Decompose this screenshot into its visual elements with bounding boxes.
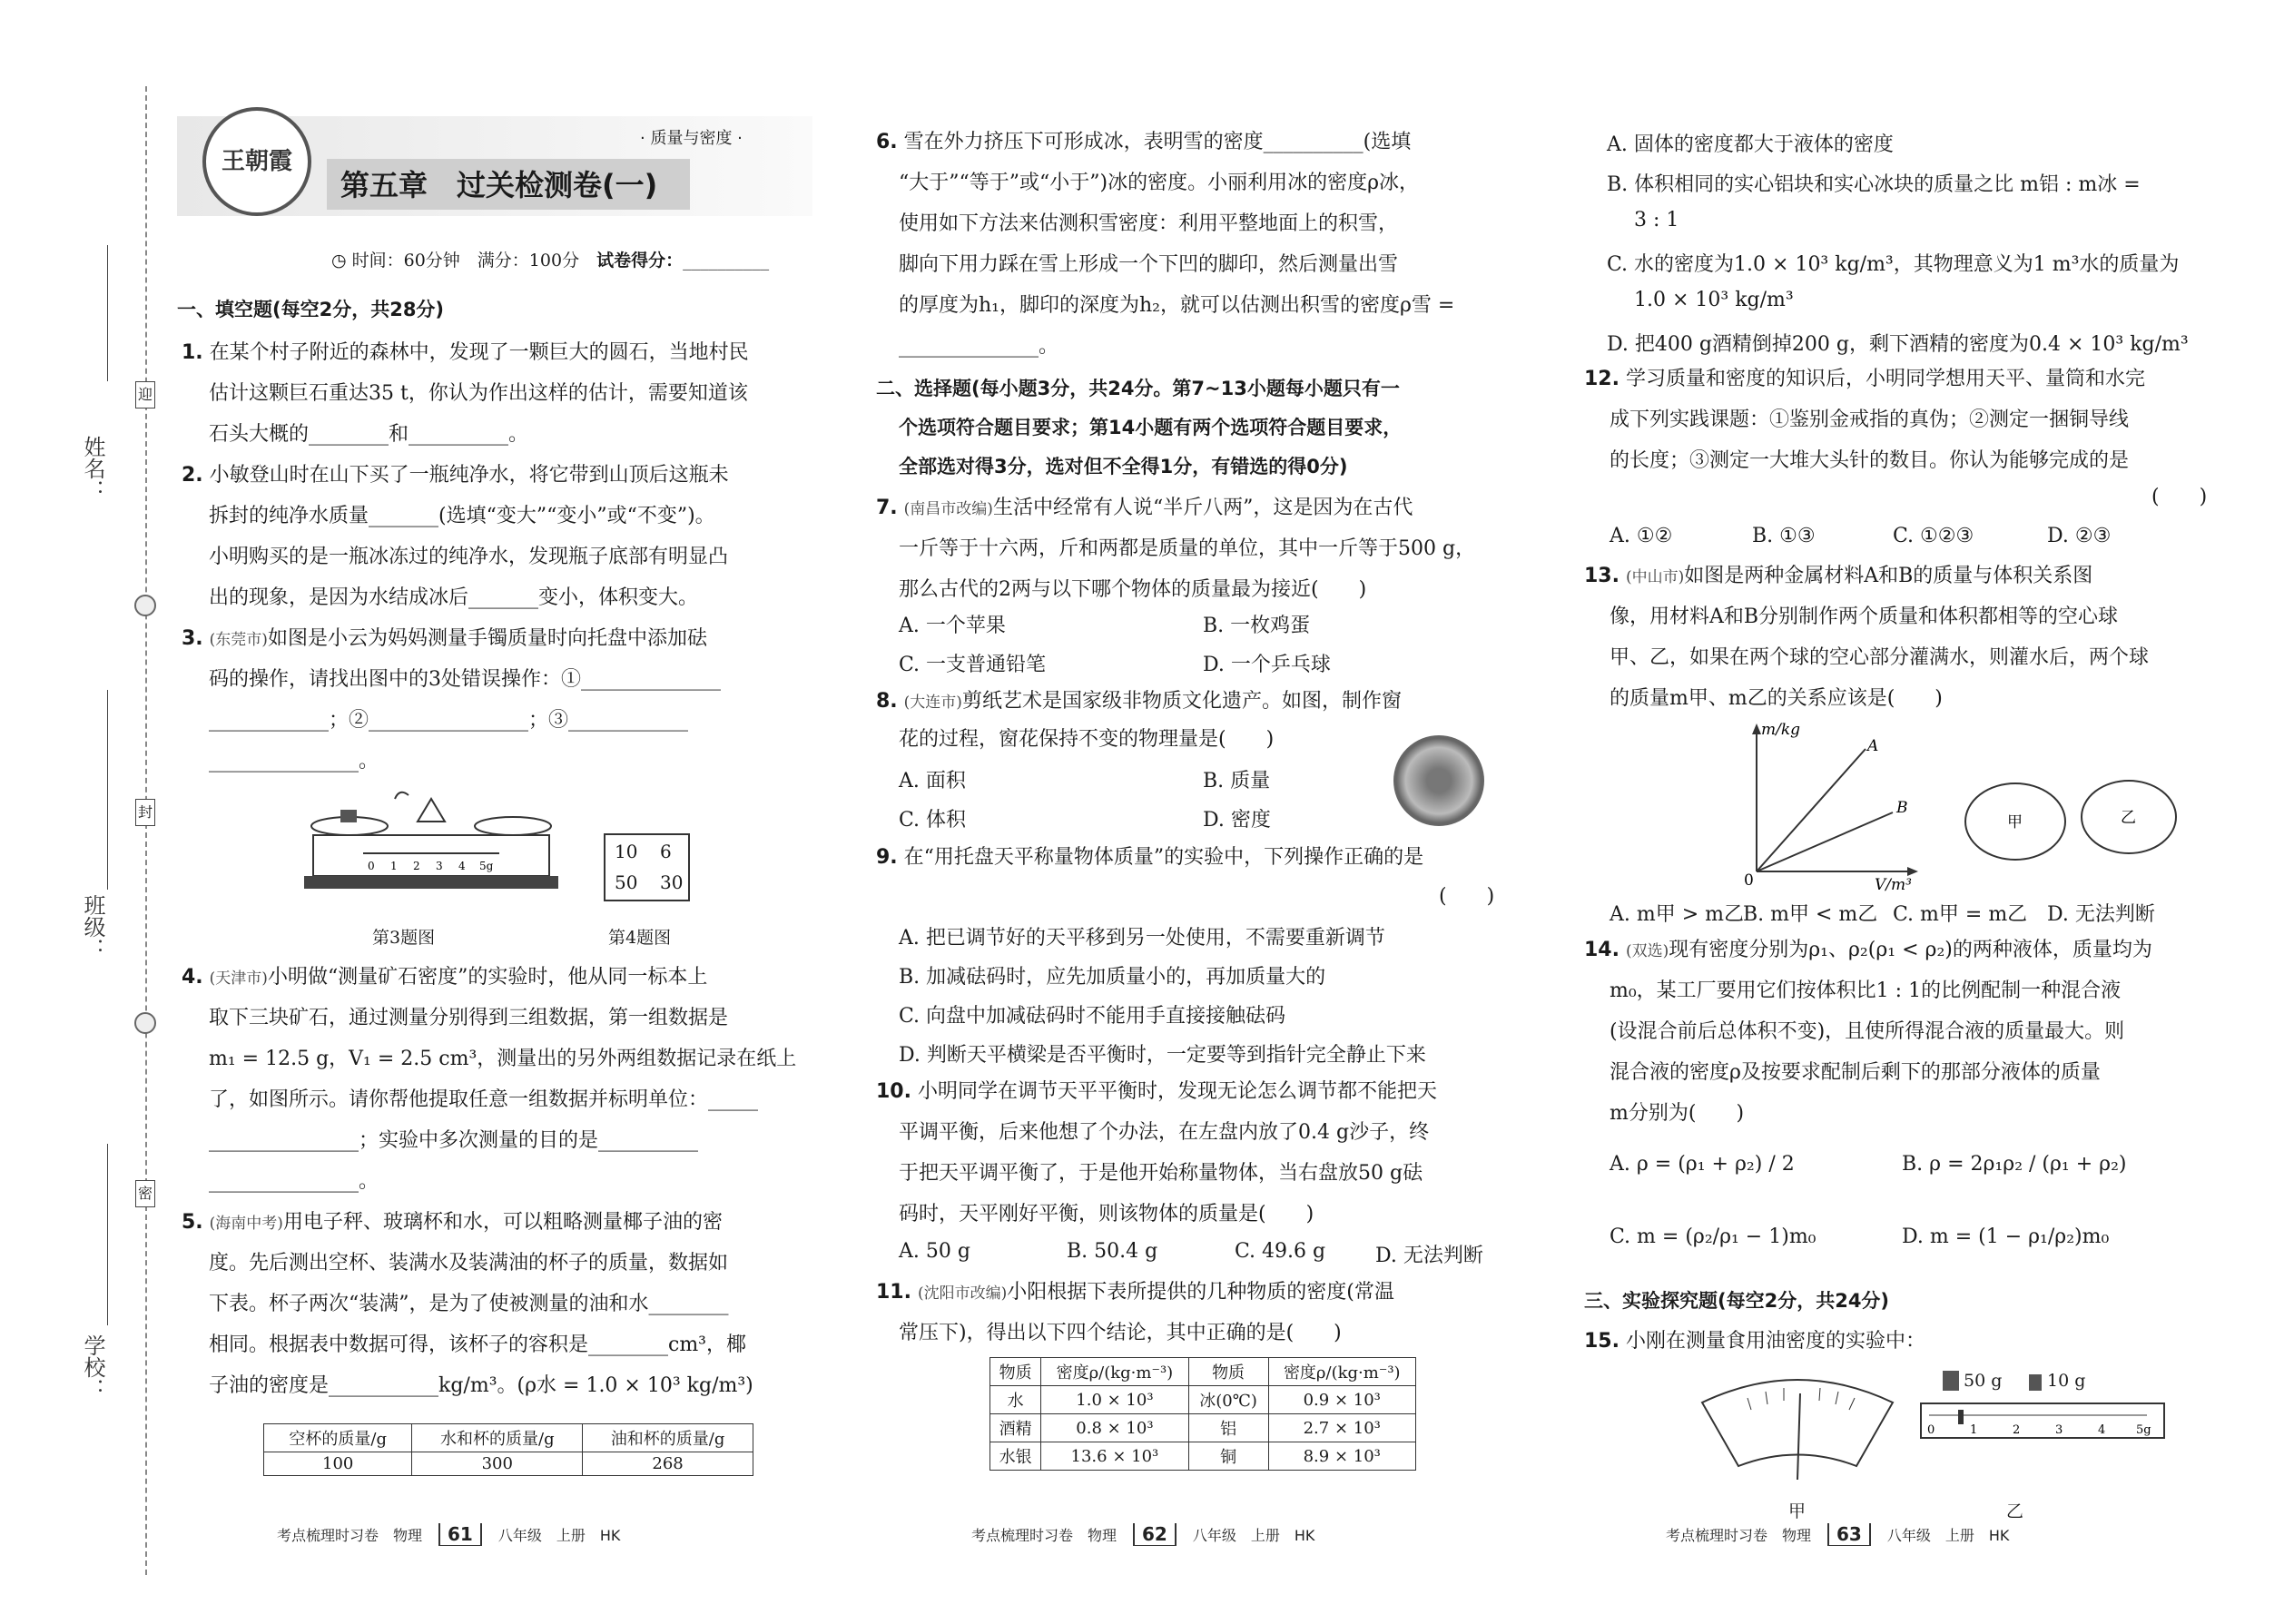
- section-2-heading-2: 个选项符合题目要求；第14小题有两个选项符合题目要求，: [899, 417, 1403, 438]
- balance-foot: [304, 876, 558, 889]
- q3-line2: 码的操作，请找出图中的3处错误操作：①______________: [209, 668, 721, 691]
- q14-option-d[interactable]: D. m = (1 − ρ₁/ρ₂)m₀: [1902, 1225, 2110, 1248]
- q4-line3: m₁ = 12.5 g，V₁ = 2.5 cm³，测量出的另外两组数据记录在纸上: [209, 1048, 797, 1070]
- ball-jia-label: 甲: [2007, 813, 2023, 832]
- fig4-caption: 第4题图: [608, 928, 672, 948]
- x-axis-arrow: [1907, 867, 1918, 876]
- q13-option-b[interactable]: B. m甲 < m乙: [1743, 903, 1878, 926]
- logo: [202, 107, 311, 216]
- q11-number: 11.: [876, 1281, 911, 1304]
- footer-book: 考点梳理时习卷 物理: [277, 1527, 423, 1544]
- binding-hole: [134, 1012, 156, 1034]
- pointer-needle: [1797, 1393, 1800, 1480]
- footer-grade: 八年级 上册 HK: [1886, 1527, 2010, 1544]
- class-label: 班级：: [80, 894, 105, 960]
- table-cell: 0.8 × 10³: [1041, 1414, 1188, 1442]
- q5-line1: [182, 1209, 723, 1237]
- q3-text: 如图是小云为妈妈测量手镯质量时向托盘中添加砝: [267, 627, 707, 650]
- q7-source: (南昌市改编): [903, 500, 993, 518]
- q14-option-a[interactable]: A. ρ = (ρ₁ + ρ₂) / 2: [1610, 1153, 1795, 1176]
- q11-density-table: [989, 1357, 1416, 1471]
- q14-line3: (设混合前后总体积不变)，且使所得混合液的质量最大。则: [1610, 1020, 2125, 1043]
- table-cell: 100: [264, 1452, 412, 1476]
- q14-option-c[interactable]: C. m = (ρ₂/ρ₁ − 1)m₀: [1610, 1225, 1816, 1248]
- origin-label: 0: [1744, 871, 1754, 890]
- y-axis-arrow: [1752, 723, 1761, 734]
- exam-meta: ◷ 时间：60分钟 满分：100分 试卷得分：__________: [331, 251, 770, 271]
- footer-book: 考点梳理时习卷 物理: [1666, 1527, 1812, 1544]
- q13-line2: 像，用材料A和B分别制作两个质量和体积都相等的空心球: [1610, 605, 2119, 628]
- q4-line4: 了，如图所示。请你帮他提取任意一组数据并标明单位：_____: [209, 1088, 759, 1111]
- q8-line1: [876, 688, 1402, 716]
- q14-line1: [1584, 937, 2152, 965]
- q10-line1: [876, 1078, 1437, 1106]
- q12-option-a[interactable]: A. ①②: [1610, 525, 1673, 547]
- pointer-scale-figure: [1693, 1366, 1902, 1493]
- section-2-heading-3: 全部选对得3分，选对但不全得1分，有错选的得0分): [899, 456, 1348, 477]
- scale-label: 2: [413, 860, 420, 872]
- fig4-note: [604, 833, 690, 901]
- q9-text: 在“用托盘天平称量物体质量”的实验中，下列操作正确的是: [903, 846, 1424, 869]
- q14-text: 现有密度分别为ρ₁、ρ₂(ρ₁ < ρ₂)的两种液体，质量均为: [1669, 939, 2152, 961]
- q1-number: 1.: [182, 341, 203, 364]
- q10-option-b[interactable]: B. 50.4 g: [1067, 1240, 1158, 1263]
- q15-line1: [1584, 1328, 1925, 1355]
- right-pan: [475, 817, 551, 835]
- q1-line3: 石头大概的________和__________。: [209, 423, 529, 446]
- table-header: 密度ρ/(kg·m⁻³): [1041, 1358, 1188, 1386]
- q5-number: 5.: [182, 1211, 203, 1234]
- table-row: [990, 1414, 1416, 1442]
- q1-line1: [182, 340, 749, 367]
- q11-line1: [876, 1279, 1394, 1307]
- q6-line5: 的厚度为h₁，脚印的深度为h₂，就可以估测出积雪的密度ρ雪 =: [899, 294, 1455, 317]
- fig4-value: 10: [615, 841, 638, 862]
- fig4-value: 50: [615, 871, 638, 893]
- q10-line4: 码时，天平刚好平衡，则该物体的质量是( ): [899, 1203, 1314, 1225]
- q3-line3: ____________；②________________；③____________: [209, 709, 689, 732]
- q14-line2: m₀，某工厂要用它们按体积比1 : 1的比例配制一种混合液: [1610, 979, 2122, 1002]
- q12-answer-bracket: ( ): [2151, 486, 2208, 508]
- table-cell: 酒精: [990, 1414, 1041, 1442]
- name-label: 姓名：: [80, 436, 105, 501]
- q9-option-c[interactable]: C. 向盘中加减砝码时不能用手直接接触砝码: [899, 1005, 1286, 1028]
- q4-line5: _______________；实验中多次测量的目的是__________: [209, 1129, 699, 1152]
- q8-option-a[interactable]: A. 面积: [899, 770, 966, 792]
- q14-number: 14.: [1584, 939, 1620, 961]
- q12-option-b[interactable]: B. ①③: [1752, 525, 1816, 547]
- q14-source: (双选): [1625, 942, 1669, 960]
- tick: [1849, 1398, 1855, 1410]
- ruler-label: 2: [2013, 1423, 2021, 1437]
- exam-meta-text: 时间：60分钟 满分：100分: [351, 251, 580, 271]
- q5-line4: 相同。根据表中数据可得，该杯子的容积是________cm³，椰: [209, 1334, 747, 1356]
- q3-line1: [182, 625, 707, 654]
- q15-number: 15.: [1584, 1330, 1620, 1353]
- q4-text: 小明做“测量矿石密度”的实验时，他从同一标本上: [267, 966, 708, 989]
- q11-option-b[interactable]: B. 体积相同的实心铝块和实心冰块的质量之比 m铝 : m冰 =: [1607, 173, 2141, 196]
- section-2-heading-1: 二、选择题(每小题3分，共24分。第7~13小题每小题只有一: [876, 378, 1400, 399]
- hand-icon: [395, 792, 409, 799]
- school-label: 学校：: [80, 1334, 105, 1400]
- q14-line4: 混合液的密度ρ及按要求配制后剩下的那部分液体的质量: [1610, 1061, 2101, 1084]
- q2-text: 小敏登山时在山下买了一瓶纯净水，将它带到山顶后这瓶未: [209, 464, 729, 487]
- q13-line3: 甲、乙，如果在两个球的空心部分灌满水，则灌水后，两个球: [1610, 646, 2150, 669]
- q15-text: 小刚在测量食用油密度的实验中：: [1625, 1330, 1925, 1353]
- weight-50g-icon: [1943, 1371, 1959, 1391]
- fig-yi-caption: 乙: [2006, 1501, 2024, 1521]
- footer-grade: 八年级 上册 HK: [497, 1527, 621, 1544]
- weight-10g-label: 10 g: [2047, 1371, 2086, 1391]
- scale-label: 3: [436, 860, 443, 872]
- ruler-label: 4: [2098, 1423, 2106, 1437]
- table-cell: 13.6 × 10³: [1041, 1442, 1188, 1471]
- line-a-label: A: [1867, 737, 1879, 755]
- q11-line2: 常压下)，得出以下四个结论，其中正确的是( ): [899, 1322, 1342, 1344]
- q9-answer-bracket: ( ): [1439, 885, 1495, 908]
- balance-base: [313, 835, 549, 876]
- page-63: [1584, 0, 2256, 1624]
- q14-line5: m分别为( ): [1610, 1102, 1745, 1125]
- q1-text: 在某个村子附近的森林中，发现了一颗巨大的圆石，当地村民: [209, 341, 749, 364]
- q7-line3: 那么古代的2两与以下哪个物体的质量最为接近( ): [899, 578, 1367, 601]
- page-62: [876, 0, 1516, 1624]
- q12-line1: [1584, 366, 2145, 393]
- q10-number: 10.: [876, 1080, 911, 1103]
- q12-option-d[interactable]: D. ②③: [2047, 525, 2112, 547]
- beam-ruler-figure: [1920, 1403, 2165, 1441]
- q10-option-d[interactable]: D. 无法判断: [1375, 1245, 1483, 1267]
- q8-option-d[interactable]: D. 密度: [1203, 809, 1271, 832]
- ruler-label: 1: [1970, 1423, 1978, 1437]
- ruler-label: 0: [1927, 1423, 1935, 1437]
- q4-number: 4.: [182, 966, 203, 989]
- q14-option-b[interactable]: B. ρ = 2ρ₁ρ₂ / (ρ₁ + ρ₂): [1902, 1153, 2127, 1176]
- q8-line2: 花的过程，窗花保持不变的物理量是( ): [899, 728, 1275, 751]
- q8-text: 剪纸艺术是国家级非物质文化遗产。如图，制作窗: [961, 690, 1402, 713]
- table-row: [990, 1358, 1416, 1386]
- q11-text: 小阳根据下表所提供的几种物质的密度(常温: [1007, 1281, 1394, 1304]
- seal-char: 封: [135, 799, 155, 826]
- q7-text: 生活中经常有人说“半斤八两”，这是因为在古代: [992, 497, 1413, 519]
- q10-line2: 平调平衡，后来他想了个办法，在左盘内放了0.4 g沙子，终: [899, 1121, 1430, 1144]
- q8-number: 8.: [876, 690, 898, 713]
- table-row: [264, 1424, 753, 1452]
- q7-option-d[interactable]: D. 一个乒乓球: [1203, 654, 1331, 676]
- q9-option-d[interactable]: D. 判断天平横梁是否平衡时，一定要等到指针完全静止下来: [899, 1044, 1426, 1067]
- table-cell: 268: [583, 1452, 753, 1476]
- q6-number: 6.: [876, 131, 898, 153]
- q2-line1: [182, 462, 729, 489]
- x-axis-label: V/m³: [1875, 876, 1912, 894]
- table-cell: 铝: [1188, 1414, 1268, 1442]
- fig3-caption: 第3题图: [372, 928, 436, 948]
- q2-line4: 出的现象，是因为水结成冰后_______变小，体积变大。: [209, 586, 699, 609]
- table-cell: 铜: [1188, 1442, 1268, 1471]
- q6-line2: “大于”“等于”或“小于”)冰的密度。小丽利用冰的密度ρ冰，: [899, 172, 1420, 194]
- table-header: 油和杯的质量/g: [583, 1424, 753, 1452]
- q4-line2: 取下三块矿石，通过测量分别得到三组数据，第一组数据是: [209, 1007, 729, 1029]
- table-cell: 水银: [990, 1442, 1041, 1471]
- q6-line6: ______________。: [899, 335, 1059, 358]
- q9-line1: [876, 844, 1423, 871]
- q13-line1: [1584, 563, 2092, 591]
- page-61: [177, 0, 817, 1624]
- q3-line4: _______________。: [209, 750, 379, 773]
- q10-option-c[interactable]: C. 49.6 g: [1235, 1240, 1326, 1263]
- table-header: 密度ρ/(kg·m⁻³): [1268, 1358, 1415, 1386]
- pointer-dial: [418, 799, 445, 822]
- balance-figure: [295, 790, 567, 912]
- q6-line4: 脚向下用力踩在雪上形成一个下凹的脚印，然后测量出雪: [899, 253, 1399, 276]
- footer-grade: 八年级 上册 HK: [1192, 1527, 1315, 1544]
- q12-text: 学习质量和密度的知识后，小明同学想用天平、量筒和水完: [1625, 368, 2145, 390]
- q11-option-b-cont: 3 : 1: [1634, 209, 1679, 231]
- footer: [971, 1523, 1314, 1546]
- q11-option-c[interactable]: C. 水的密度为1.0 × 10³ kg/m³，其物理意义为1 m³水的质量为: [1607, 253, 2180, 276]
- paper-cut-window-image: [1393, 735, 1484, 826]
- q13-source: (中山市): [1625, 568, 1685, 586]
- table-row: [990, 1442, 1416, 1471]
- table-header: 水和杯的质量/g: [412, 1424, 583, 1452]
- fig-jia-caption: 甲: [1788, 1501, 1807, 1521]
- cut-line: [145, 86, 147, 1575]
- class-underline: [107, 690, 108, 890]
- table-header: 物质: [1188, 1358, 1268, 1386]
- q4-line1: [182, 964, 707, 992]
- q3-number: 3.: [182, 627, 203, 650]
- scale-label: 0: [368, 860, 375, 872]
- seal-char: 密: [135, 1180, 155, 1207]
- object-on-pan: [340, 810, 357, 822]
- scale-label: 5g: [479, 860, 494, 872]
- table-row: [264, 1452, 753, 1476]
- footer: [277, 1523, 620, 1546]
- q5-source: (海南中考): [209, 1215, 283, 1233]
- score-label: 试卷得分：: [596, 251, 684, 271]
- line-b: [1757, 812, 1893, 871]
- q13-number: 13.: [1584, 565, 1620, 587]
- q7-option-a[interactable]: A. 一个苹果: [899, 615, 1006, 637]
- ruler-frame: [1921, 1403, 2164, 1438]
- q13-text: 如图是两种金属材料A和B的质量与体积关系图: [1684, 565, 2093, 587]
- table-row: [990, 1386, 1416, 1414]
- q2-line2: 拆封的纯净水质量_______(选填“变大”“变小”或“不变”)。: [209, 505, 715, 527]
- q8-option-b[interactable]: B. 质量: [1203, 770, 1271, 792]
- table-cell: 1.0 × 10³: [1041, 1386, 1188, 1414]
- q10-option-a[interactable]: A. 50 g: [899, 1240, 970, 1263]
- q12-line3: 的长度；③测定一大堆大头针的数目。你认为能够完成的是: [1610, 449, 2130, 472]
- q11-option-c-cont: 1.0 × 10³ kg/m³: [1634, 289, 1794, 311]
- q7-line1: [876, 495, 1413, 523]
- fig4-value: 6: [660, 841, 672, 862]
- q5-line2: 度。先后测出空杯、装满水及装满油的杯子的质量，数据如: [209, 1252, 729, 1275]
- y-axis-label: m/kg: [1761, 722, 1801, 739]
- q5-table: [263, 1423, 753, 1476]
- tick: [1836, 1392, 1838, 1404]
- q9-option-a[interactable]: A. 把已调节好的天平移到另一处使用，不需要重新调节: [899, 927, 1385, 950]
- q13-option-c[interactable]: C. m甲 = m乙: [1893, 903, 2028, 926]
- q12-number: 12.: [1584, 368, 1620, 390]
- table-cell: 2.7 × 10³: [1268, 1414, 1415, 1442]
- q12-line2: 成下列实践课题：①鉴别金戒指的真伪；②测定一捆铜导线: [1610, 408, 2130, 431]
- q13-line4: 的质量m甲、m乙的关系应该是( ): [1610, 687, 1943, 710]
- seal-char: 迎: [135, 381, 155, 408]
- table-cell: 冰(0℃): [1188, 1386, 1268, 1414]
- q8-source: (大连市): [903, 694, 962, 712]
- q4-line6: _______________。: [209, 1170, 379, 1193]
- line-b-label: B: [1896, 799, 1908, 817]
- tick: [1819, 1388, 1820, 1401]
- q13-mass-volume-graph: [1711, 722, 2220, 894]
- q7-option-c[interactable]: C. 一支普通铅笔: [899, 654, 1047, 676]
- footer: [1666, 1523, 2009, 1546]
- q5-text: 用电子秤、玻璃杯和水，可以粗略测量椰子油的密: [282, 1211, 723, 1234]
- page-number: 62: [1133, 1523, 1177, 1546]
- q12-option-c[interactable]: C. ①②③: [1893, 525, 1974, 547]
- table-cell: 300: [412, 1452, 583, 1476]
- section-1-heading: 一、填空题(每空2分，共28分): [177, 299, 445, 320]
- ball-yi-label: 乙: [2121, 809, 2136, 827]
- weight-10g-icon: [2029, 1374, 2042, 1391]
- q3-source: (东莞市): [209, 631, 268, 649]
- footer-book: 考点梳理时习卷 物理: [971, 1527, 1117, 1544]
- scale-label: 4: [458, 860, 466, 872]
- ruler-label: 5g: [2136, 1423, 2151, 1437]
- q2-line3: 小明购买的是一瓶冰冻过的纯净水，发现瓶子底部有明显凸: [209, 546, 729, 568]
- q13-option-d[interactable]: D. 无法判断: [2047, 903, 2155, 926]
- page-number: 61: [438, 1523, 482, 1546]
- table-header: 物质: [990, 1358, 1041, 1386]
- tick: [1748, 1398, 1751, 1410]
- q4-source: (天津市): [209, 969, 268, 988]
- weight-50g-label: 50 g: [1964, 1371, 2003, 1391]
- running-head: · 质量与密度 ·: [640, 129, 743, 148]
- q6-line1: [876, 129, 1411, 156]
- q7-line2: 一斤等于十六两，斤和两都是质量的单位，其中一斤等于500 g，: [899, 537, 1476, 560]
- ruler-label: 3: [2055, 1423, 2063, 1437]
- q11-option-a[interactable]: A. 固体的密度都大于液体的密度: [1607, 133, 1894, 156]
- name-underline: [107, 245, 108, 381]
- chapter-title: 第五章 过关检测卷(一): [340, 168, 658, 202]
- q6-text: 雪在外力挤压下可形成冰，表明雪的密度__________(选填: [903, 131, 1412, 153]
- rider: [1958, 1410, 1964, 1424]
- q7-option-b[interactable]: B. 一枚鸡蛋: [1203, 615, 1311, 637]
- q13-option-a[interactable]: A. m甲 > m乙: [1610, 903, 1745, 926]
- table-cell: 0.9 × 10³: [1268, 1386, 1415, 1414]
- binding-hole: [134, 595, 156, 616]
- logo-text: 王朝霞: [221, 148, 292, 175]
- q5-line5: 子油的密度是___________kg/m³。(ρ水 = 1.0 × 10³ kg/m³): [209, 1374, 753, 1397]
- tick: [1766, 1392, 1767, 1404]
- q9-option-b[interactable]: B. 加减砝码时，应先加质量小的，再加质量大的: [899, 966, 1326, 989]
- q2-number: 2.: [182, 464, 203, 487]
- q11-source: (沈阳市改编): [917, 1284, 1008, 1303]
- q9-number: 9.: [876, 846, 898, 869]
- q6-line3: 使用如下方法来估测积雪密度：利用平整地面上的积雪，: [899, 212, 1399, 235]
- q7-number: 7.: [876, 497, 898, 519]
- section-3-heading: 三、实验探究题(每空2分，共24分): [1584, 1290, 1890, 1312]
- line-a: [1757, 749, 1866, 871]
- q5-line3: 下表。杯子两次“装满”，是为了使被测量的油和水________: [209, 1293, 729, 1315]
- q8-option-c[interactable]: C. 体积: [899, 809, 967, 832]
- table-header: 空杯的质量/g: [264, 1424, 412, 1452]
- table-cell: 水: [990, 1386, 1041, 1414]
- q11-option-d[interactable]: D. 把400 g酒精倒掉200 g，剩下酒精的密度为0.4 × 10³ kg/m³: [1607, 333, 2189, 356]
- table-cell: 8.9 × 10³: [1268, 1442, 1415, 1471]
- school-underline: [107, 1144, 108, 1325]
- page-number: 63: [1827, 1523, 1871, 1546]
- q10-text: 小明同学在调节天平平衡时，发现无论怎么调节都不能把天: [917, 1080, 1437, 1103]
- q1-line2: 估计这颗巨石重达35 t，你认为作出这样的估计，需要知道该: [209, 382, 748, 405]
- fig4-value: 30: [660, 871, 684, 893]
- q10-line3: 于把天平调平衡了，于是他开始称量物体，当右盘放50 g砝: [899, 1162, 1423, 1185]
- scale-label: 1: [390, 860, 398, 872]
